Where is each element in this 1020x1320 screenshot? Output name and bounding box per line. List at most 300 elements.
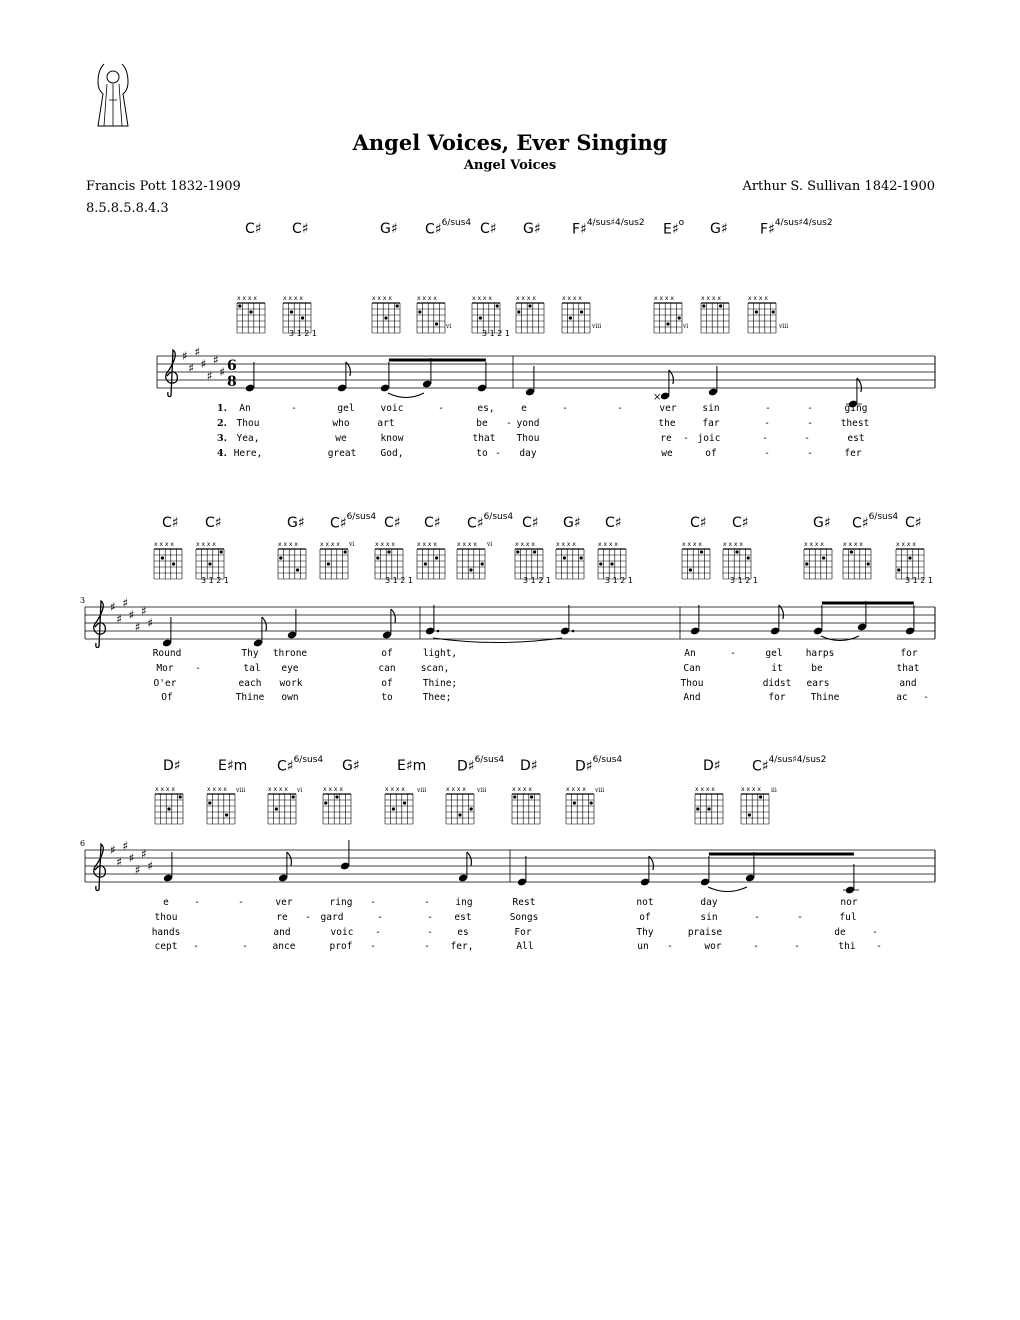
position-label: vi (297, 787, 303, 794)
lyric-syllable: of (381, 678, 393, 689)
chord-extension: 6/sus4 (474, 755, 505, 765)
lyric-syllable: ging (844, 403, 868, 414)
lyric-syllable: - (495, 448, 501, 459)
chord-root: C♯ (162, 515, 179, 531)
finger-dot (719, 304, 722, 307)
finger-dot (179, 795, 182, 798)
lyric-syllable: - (804, 433, 810, 444)
chord-root: D♯ (575, 758, 593, 775)
meter: 8.5.8.5.8.4.3 (86, 201, 169, 216)
chord-name (710, 221, 728, 237)
chord-root: G♯ (710, 221, 728, 237)
lyric-syllable: art (377, 418, 395, 429)
lyric-syllable: ac (896, 692, 908, 703)
lyric-syllable: re (660, 433, 672, 444)
position-label: iii (771, 787, 777, 794)
lyric-syllable: re (276, 912, 288, 923)
lyric-syllable: wor (704, 941, 722, 952)
key-sharp: ♯ (194, 345, 201, 359)
finger-dot (208, 801, 211, 804)
lyric-syllable: tal (243, 663, 261, 674)
muted-strings: x x x x (283, 295, 303, 302)
muted-strings: x x x x (154, 541, 174, 548)
muted-strings: x x x x (701, 295, 721, 302)
lyric-syllable: es (457, 927, 469, 938)
key-sharp: ♯ (188, 361, 195, 375)
chord-extension: o (678, 218, 685, 228)
chord-root: G♯ (523, 221, 541, 237)
verse-number: 1. (217, 403, 227, 414)
finger-dot (392, 807, 395, 810)
lyric-syllable: - (797, 912, 803, 923)
lyric-syllable: can (378, 663, 396, 674)
flag (467, 852, 472, 866)
tie (708, 887, 747, 892)
lyric-syllable: of (705, 448, 717, 459)
chord-name (380, 221, 398, 237)
lyric-syllable: of (381, 648, 393, 659)
muted-strings: x x x x (375, 541, 395, 548)
muted-strings: x x x x (207, 786, 227, 793)
chord-root: C♯ (690, 515, 707, 531)
muted-strings: x x x x (417, 541, 437, 548)
finger-dot (759, 795, 762, 798)
fingering-label: 3 1 2 1 (289, 329, 317, 338)
verse-number: 2. (217, 418, 227, 429)
chord-name (457, 755, 505, 775)
chord-name (424, 515, 441, 531)
chord-root: C♯ (277, 758, 294, 775)
finger-dot (755, 310, 758, 313)
finger-dot (748, 813, 751, 816)
lyric-syllable: ful (839, 912, 857, 923)
position-label: vi (349, 541, 355, 548)
chord-root: G♯ (287, 515, 305, 531)
finger-dot (569, 316, 572, 319)
lyric-syllable: un (637, 941, 649, 952)
lyric-syllable: est (847, 433, 865, 444)
lyric-syllable: light, (422, 648, 458, 659)
finger-dot (396, 304, 399, 307)
chord-root: E♯ (663, 221, 679, 238)
muted-strings: x x x x (268, 786, 288, 793)
verse-number: 4. (217, 448, 227, 459)
lyric-syllable: - (807, 448, 813, 459)
finger-dot (689, 568, 692, 571)
lyric-syllable: - (764, 418, 770, 429)
lyric-syllable: - (764, 448, 770, 459)
lyric-syllable: ver (659, 403, 677, 414)
lyric-syllable: - (377, 912, 383, 923)
measure-number: 6 (80, 839, 86, 848)
chord-extension: 6/sus4 (293, 755, 324, 765)
finger-dot (867, 562, 870, 565)
lyric-syllable: e (521, 403, 527, 414)
chord-root: G♯ (342, 758, 360, 774)
lyric-syllable: that (472, 433, 496, 444)
dot (572, 630, 575, 633)
chord-root: C♯ (852, 515, 869, 532)
lyric-syllable: - (424, 941, 430, 952)
lyric-syllable: prof (329, 941, 353, 952)
finger-dot (387, 550, 390, 553)
chord-name (218, 758, 247, 774)
measure-number: 3 (80, 596, 86, 605)
position-label: viii (477, 787, 487, 794)
lyric-syllable: - (667, 941, 673, 952)
fingering-label: 3 1 2 1 (605, 576, 633, 585)
key-sharp: ♯ (206, 369, 213, 383)
finger-dot (805, 562, 808, 565)
lyricist: Francis Pott 1832-1909 (86, 179, 241, 194)
lyric-syllable: - (370, 941, 376, 952)
chord-root: F♯ (760, 221, 775, 238)
lyric-syllable: es, (477, 403, 495, 414)
lyric-syllable: An (684, 648, 696, 659)
lyric-syllable: be (476, 418, 488, 429)
tie (821, 636, 859, 641)
finger-dot (479, 316, 482, 319)
lyric-syllable: cept (154, 941, 178, 952)
finger-dot (517, 310, 520, 313)
lyric-syllable: know (380, 433, 404, 444)
finger-dot (279, 556, 282, 559)
tie (388, 393, 424, 398)
chord-root: E♯m (218, 758, 248, 774)
muted-strings: x x x x (512, 786, 532, 793)
finger-dot (528, 304, 531, 307)
muted-strings: x x x x (457, 541, 477, 548)
chord-extension: 6/sus4 (483, 512, 514, 522)
lyric-syllable: - (370, 897, 376, 908)
double-sharp: × (653, 392, 662, 403)
key-sharp: ♯ (122, 839, 129, 853)
chord-root: C♯ (905, 515, 922, 531)
muted-strings: x x x x (417, 295, 437, 302)
chord-root: C♯ (467, 515, 484, 532)
finger-dot (747, 556, 750, 559)
muted-strings: x x x x (472, 295, 492, 302)
lyric-syllable: - (754, 912, 760, 923)
chord-name (277, 755, 324, 775)
lyric-syllable: - (506, 418, 512, 429)
chord-name (163, 758, 181, 774)
lyric-syllable: Thy (241, 648, 259, 659)
flag (262, 617, 267, 631)
chord-name (732, 515, 749, 531)
lyric-syllable: thou (154, 912, 178, 923)
page-title: Angel Voices, Ever Singing (352, 130, 668, 155)
chord-name (397, 758, 426, 774)
muted-strings: x x x x (237, 295, 257, 302)
flag (391, 609, 396, 623)
finger-dot (481, 562, 484, 565)
chord-name (663, 218, 685, 238)
chord-extension: 6/sus4 (592, 755, 623, 765)
time-sig-numerator: 6 (227, 358, 237, 374)
muted-strings: x x x x (372, 295, 392, 302)
key-sharp: ♯ (116, 612, 123, 626)
finger-dot (292, 795, 295, 798)
lyric-syllable: and (273, 927, 291, 938)
lyric-syllable: - (753, 941, 759, 952)
finger-dot (610, 562, 613, 565)
chord-root: C♯ (425, 221, 442, 238)
lyric-syllable: ears (806, 678, 830, 689)
finger-dot (301, 316, 304, 319)
finger-dot (403, 801, 406, 804)
lyric-syllable: All (516, 941, 534, 952)
finger-dot (290, 310, 293, 313)
chord-name (572, 218, 645, 238)
muted-strings: x x x x (278, 541, 298, 548)
lyric-syllable: - (765, 403, 771, 414)
finger-dot (208, 562, 211, 565)
chord-root: F♯ (572, 221, 587, 238)
finger-dot (897, 568, 900, 571)
muted-strings: x x x x (446, 786, 466, 793)
lyric-syllable: - (730, 648, 736, 659)
key-sharp: ♯ (128, 608, 135, 622)
key-sharp: ♯ (116, 855, 123, 869)
muted-strings: x x x x (566, 786, 586, 793)
lyric-syllable: - (242, 941, 248, 952)
lyric-syllable: praise (687, 927, 723, 938)
muted-strings: x x x x (196, 541, 216, 548)
chord-name (813, 515, 831, 531)
lyric-syllable: - (195, 663, 201, 674)
chord-name (752, 755, 827, 775)
finger-dot (335, 795, 338, 798)
finger-dot (908, 556, 911, 559)
lyric-syllable: Thine (810, 692, 840, 703)
muted-strings: x x x x (748, 295, 768, 302)
finger-dot (172, 562, 175, 565)
lyric-syllable: Thine; (422, 678, 458, 689)
key-sharp: ♯ (213, 353, 219, 367)
lyric-syllable: - (562, 403, 568, 414)
muted-strings: x x x x (515, 541, 535, 548)
fingering-label: 3 1 2 1 (730, 576, 758, 585)
chord-name (425, 218, 472, 238)
finger-dot (470, 807, 473, 810)
lyric-syllable: - (193, 941, 199, 952)
chord-root: C♯ (480, 221, 497, 237)
lyric-syllable: - (876, 941, 882, 952)
chord-root: C♯ (522, 515, 539, 531)
lyric-syllable: Thou (680, 678, 704, 689)
finger-dot (496, 304, 499, 307)
chord-root: E♯m (397, 758, 427, 774)
muted-strings: x x x x (385, 786, 405, 793)
finger-dot (296, 568, 299, 571)
chord-root: G♯ (813, 515, 831, 531)
position-label: viii (417, 787, 427, 794)
lyric-syllable: for (768, 692, 786, 703)
position-label: vi (446, 323, 452, 330)
key-sharp: ♯ (200, 357, 207, 371)
lyric-syllable: Thy (636, 927, 654, 938)
lyric-syllable: - (375, 927, 381, 938)
lyric-syllable: voic (380, 403, 404, 414)
muted-strings: x x x x (155, 786, 175, 793)
lyric-syllable: - (291, 403, 297, 414)
lyric-syllable: yond (516, 418, 540, 429)
lyric-syllable: O'er (153, 678, 177, 689)
finger-dot (458, 813, 461, 816)
chord-root: C♯ (384, 515, 401, 531)
chord-root: G♯ (380, 221, 398, 237)
finger-dot (435, 322, 438, 325)
finger-dot (275, 807, 278, 810)
chord-name (205, 515, 222, 531)
finger-dot (324, 801, 327, 804)
chord-name (905, 515, 922, 531)
fingering-label: 3 1 2 1 (523, 576, 551, 585)
chord-root: D♯ (457, 758, 475, 775)
muted-strings: x x x x (320, 541, 340, 548)
lyric-syllable: Rest (512, 897, 536, 908)
key-sharp: ♯ (141, 604, 147, 618)
key-sharp: ♯ (134, 863, 141, 877)
key-sharp: ♯ (182, 349, 188, 363)
finger-dot (700, 550, 703, 553)
muted-strings: x x x x (723, 541, 743, 548)
muted-strings: x x x x (741, 786, 761, 793)
lyric-syllable: work (279, 678, 303, 689)
lyric-syllable: sin (702, 403, 720, 414)
lyric-syllable: - (762, 433, 768, 444)
lyric-syllable: we (335, 433, 347, 444)
chord-root: G♯ (563, 515, 581, 531)
chord-extension: 6/sus4 (441, 218, 472, 228)
lyric-syllable: For (514, 927, 532, 938)
lyric-syllable: harps (805, 648, 835, 659)
lyric-syllable: - (194, 897, 200, 908)
chord-name (292, 221, 309, 237)
lyric-syllable: ring (329, 897, 353, 908)
chord-name (760, 218, 833, 238)
lyric-syllable: Yea, (236, 433, 260, 444)
lyric-syllable: gel (765, 648, 783, 659)
lyric-syllable: est (454, 912, 472, 923)
muted-strings: x x x x (682, 541, 702, 548)
finger-dot (238, 304, 241, 307)
lyric-syllable: throne (272, 648, 308, 659)
lyric-syllable: Thee; (422, 692, 452, 703)
lyric-syllable: who (332, 418, 350, 429)
muted-strings: x x x x (562, 295, 582, 302)
lyric-syllable: far (702, 418, 720, 429)
chord-root: C♯ (732, 515, 749, 531)
key-sharp: ♯ (147, 859, 154, 873)
lyric-syllable: it (771, 663, 783, 674)
flag (287, 852, 292, 866)
finger-dot (384, 316, 387, 319)
chord-extension: 4/sus♯4/sus2 (768, 755, 827, 765)
chord-name (245, 221, 262, 237)
treble-clef (166, 350, 178, 397)
position-label: viii (779, 323, 789, 330)
finger-dot (167, 807, 170, 810)
lyric-syllable: thest (840, 418, 870, 429)
muted-strings: x x x x (654, 295, 674, 302)
verse-number: 3. (217, 433, 227, 444)
chord-root: C♯ (605, 515, 622, 531)
page-subtitle: Angel Voices (463, 158, 557, 173)
key-sharp: ♯ (110, 600, 116, 614)
finger-dot (161, 556, 164, 559)
lyric-syllable: e (163, 897, 169, 908)
lyric-syllable: not (636, 897, 654, 908)
finger-dot (376, 556, 379, 559)
chord-root: C♯ (292, 221, 309, 237)
lyric-syllable: joic (697, 433, 721, 444)
finger-dot (696, 807, 699, 810)
lyric-syllable: fer (844, 448, 862, 459)
muted-strings: x x x x (598, 541, 618, 548)
key-sharp: ♯ (147, 616, 154, 630)
chord-name (287, 515, 305, 531)
finger-dot (469, 568, 472, 571)
finger-dot (563, 556, 566, 559)
lyric-syllable: of (639, 912, 651, 923)
finger-dot (599, 562, 602, 565)
finger-dot (707, 807, 710, 810)
key-sharp: ♯ (128, 851, 135, 865)
position-label: vi (683, 323, 689, 330)
treble-clef (94, 844, 106, 891)
finger-dot (327, 562, 330, 565)
chord-root: D♯ (703, 758, 721, 774)
lyric-syllable: - (923, 692, 929, 703)
finger-dot (822, 556, 825, 559)
finger-dot (220, 550, 223, 553)
lyric-syllable: Can (683, 663, 701, 674)
lyric-syllable: - (807, 418, 813, 429)
chord-name (342, 758, 360, 774)
finger-dot (513, 795, 516, 798)
finger-dot (424, 562, 427, 565)
finger-dot (850, 550, 853, 553)
chord-extension: 6/sus4 (868, 512, 899, 522)
chord-root: C♯ (752, 758, 769, 775)
lyric-syllable: didst (762, 678, 792, 689)
lyric-syllable: that (896, 663, 920, 674)
chord-extension: 6/sus4 (346, 512, 377, 522)
chord-name (703, 758, 721, 774)
lyric-syllable: - (683, 433, 689, 444)
position-label: vi (487, 541, 493, 548)
lyric-syllable: own (281, 692, 299, 703)
muted-strings: x x x x (804, 541, 824, 548)
chord-name (690, 515, 707, 531)
lyric-syllable: for (900, 648, 918, 659)
chord-extension: 4/sus♯4/sus2 (774, 218, 833, 228)
chord-root: D♯ (163, 758, 181, 774)
finger-dot (580, 556, 583, 559)
lyric-syllable: eye (281, 663, 299, 674)
finger-dot (530, 795, 533, 798)
finger-dot (225, 813, 228, 816)
finger-dot (435, 556, 438, 559)
chord-name (520, 758, 538, 774)
fingering-label: 3 1 2 1 (905, 576, 933, 585)
chord-name (605, 515, 622, 531)
lyric-syllable: Here, (233, 448, 263, 459)
lyric-syllable: scan, (420, 663, 450, 674)
key-sharp: ♯ (141, 847, 147, 861)
